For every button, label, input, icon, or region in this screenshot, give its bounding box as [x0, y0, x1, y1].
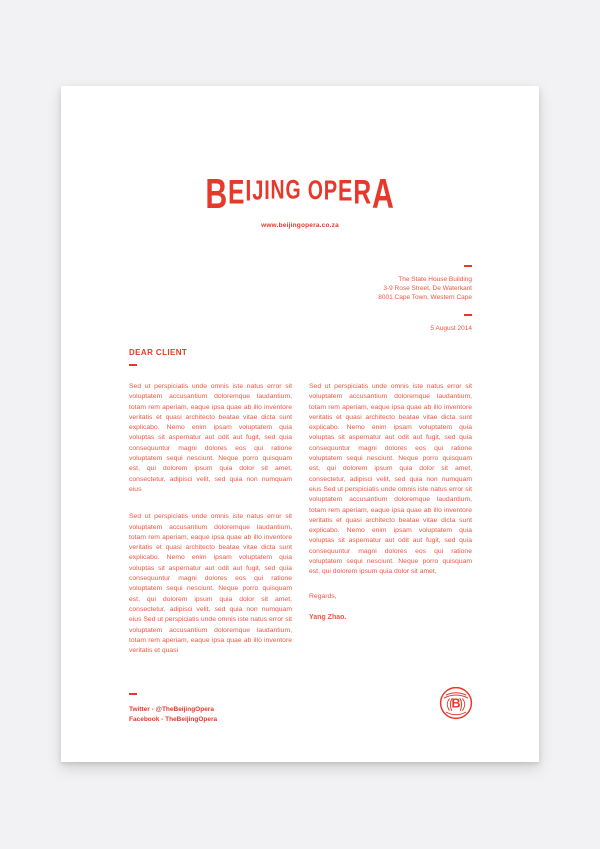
body-column-right: [309, 382, 472, 656]
website-link[interactable]: www.beijingopera.co.za: [261, 222, 339, 229]
date-dash: [464, 314, 472, 316]
closing-regards: Regards,: [309, 592, 337, 600]
seal-letter: B: [451, 696, 461, 711]
seal-right-wave-icon: [462, 699, 464, 711]
address-line-building: The State House Building: [398, 276, 472, 283]
signature-name: Yang Zhao.: [309, 613, 347, 621]
paragraph: Sed ut perspiciatis unde omnis iste natus error sit voluptatem accusantium doloremque laudantium, totam rem aperiam, eaque ipsa quae ab illo inventore veritatis et quasi architecto beatae vitae dicta sunt explicabo. Nemo enim ipsam voluptatem quia voluptas sit aspernatur aut odit aut fugit, sed quia consequuntur magni dolores eos qui ratione voluptatem sequi nesciunt. Neque porro quisquam est, qui dolorem ipsum quia dolor sit amet, consectetur, adipisci velit, sed quia non numquam eius: [129, 383, 292, 493]
facebook-link[interactable]: Facebook - TheBeijingOpera: [129, 715, 218, 723]
greeting-heading: DEAR CLIENT: [129, 348, 188, 357]
letterhead-page: [61, 86, 539, 762]
body-column-left: [129, 382, 292, 656]
seal-bottom-arc-icon: [446, 712, 466, 715]
logo-wordmark: B E I J I N G O P E R A: [205, 169, 395, 217]
paragraph: Sed ut perspiciatis unde omnis iste natus error sit voluptatem accusantium doloremque laudantium, totam rem aperiam, eaque ipsa quae ab illo inventore veritatis et quasi architecto beatae vitae dicta sunt explicabo. Nemo enim ipsam voluptatem quia voluptas sit aspernatur aut odit aut fugit, sed quia consequuntur magni dolores eos qui ratione voluptatem sequi nesciunt. Neque porro quisquam est, qui dolorem ipsum quia dolor sit amet, consectetur, adipisci velit, sed quia non numquam eius Sed ut perspiciatis unde omnis iste natus error sit voluptatem accusantium doloremque laudantium, totam rem aperiam, eaque ipsa quae ab illo inventore veritatis et quasi: [129, 513, 292, 655]
seal-logo: [439, 686, 473, 720]
twitter-link[interactable]: Twitter - @TheBeijingOpera: [129, 706, 214, 713]
letter-date: 5 August 2014: [430, 325, 472, 332]
seal-left-wave-icon: [447, 699, 449, 711]
social-links: [129, 705, 217, 724]
footer-dash: [129, 693, 137, 695]
address-dash: [464, 265, 472, 267]
greeting-dash: [129, 364, 137, 366]
address-block: [378, 265, 472, 302]
address-line-street: 3-9 Rose Street, De Waterkant: [383, 285, 472, 292]
letter-body: [129, 382, 472, 656]
paragraph: Sed ut perspiciatis unde omnis iste natus error sit voluptatem accusantium doloremque laudantium, totam rem aperiam, eaque ipsa quae ab illo inventore veritatis et quasi architecto beatae vitae dicta sunt explicabo. Nemo enim ipsam voluptatem quia voluptas sit aspernatur aut odit aut fugit, sed quia consequuntur magni dolores eos qui ratione voluptatem sequi nesciunt. Neque porro quisquam est, qui dolorem ipsum quia dolor sit amet, consectetur, adipisci velit, sed quia non numquam eius Sed ut perspiciatis unde omnis iste natus error sit voluptatem accusantium doloremque laudantium, totam rem aperiam, eaque ipsa quae ab illo inventore veritatis et quasi architecto beatae vitae dicta sunt explicabo. Nemo enim ipsam voluptatem quia voluptas sit aspernatur aut odit aut fugit, sed quia consequuntur magni dolores eos qui ratione voluptatem sequi nesciunt. Neque porro quisquam est, qui dolorem ipsum quia dolor sit amet,: [309, 383, 472, 576]
date-block: [430, 314, 472, 333]
address-line-city: 8001 Cape Town, Western Cape: [378, 294, 472, 301]
